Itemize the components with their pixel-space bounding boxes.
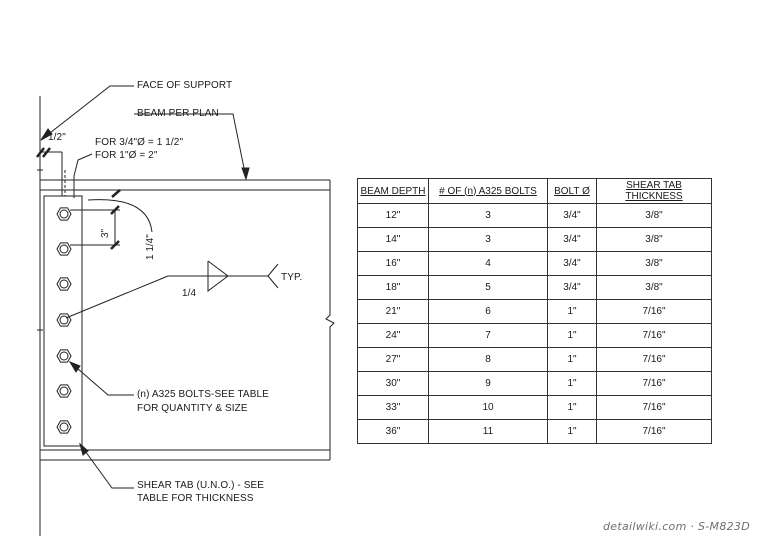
bolt-edge-label-3-4: FOR 3/4"Ø = 1 1/2" <box>95 137 184 148</box>
tab-edge-arc <box>88 200 152 232</box>
shear-tab-note-line-1: SHEAR TAB (U.N.O.) - SEE <box>137 480 265 491</box>
bolt-spacing-label: 3" <box>100 228 111 238</box>
weld-tail <box>268 264 278 288</box>
table-row: 24" 7 1" 7/16" <box>358 324 712 348</box>
table-row: 18" 5 3/4" 3/8" <box>358 276 712 300</box>
bolt <box>57 208 71 220</box>
table-row: 16" 4 3/4" 3/8" <box>358 252 712 276</box>
bolts-note-line-2: FOR QUANTITY & SIZE <box>137 403 248 414</box>
bolt-group <box>57 208 71 433</box>
beam-per-plan-arrow <box>242 168 249 179</box>
header-tab-thickness: SHEAR TAB THICKNESS <box>597 179 712 204</box>
watermark: detailwiki.com · S-M823D <box>603 520 750 533</box>
table-row: 36" 11 1" 7/16" <box>358 420 712 444</box>
bolt <box>57 314 71 326</box>
weld-size-label: 1/4 <box>182 288 197 299</box>
bolt <box>57 243 71 255</box>
header-bolt-count: # OF (n) A325 BOLTS <box>429 179 548 204</box>
table-row: 30" 9 1" 7/16" <box>358 372 712 396</box>
bolt <box>57 385 71 397</box>
bolt <box>57 421 71 433</box>
face-of-support-label: FACE OF SUPPORT <box>137 80 233 91</box>
table-row: 12" 3 3/4" 3/8" <box>358 204 712 228</box>
beam-break-line <box>326 180 334 460</box>
header-bolt-diameter: BOLT Ø <box>548 179 597 204</box>
beam-per-plan-label: BEAM PER PLAN <box>137 108 219 119</box>
tab-edge-label: 1 1/4" <box>145 234 156 260</box>
table-header-row <box>358 179 712 204</box>
table-row: 14" 3 3/4" 3/8" <box>358 228 712 252</box>
tab-edge-tick <box>112 190 120 197</box>
shear-tab-note-line-2: TABLE FOR THICKNESS <box>137 493 254 504</box>
table-row: 27" 8 1" 7/16" <box>358 348 712 372</box>
bolt-edge-leader <box>74 154 92 176</box>
bolts-note-line-1: (n) A325 BOLTS-SEE TABLE <box>137 389 269 400</box>
table-row: 33" 10 1" 7/16" <box>358 396 712 420</box>
bolt-schedule-table <box>357 178 712 444</box>
table-row: 21" 6 1" 7/16" <box>358 300 712 324</box>
header-beam-depth: BEAM DEPTH <box>358 179 429 204</box>
edge-distance-label: 1/2" <box>48 132 66 143</box>
bolts-note-arrow <box>70 362 80 372</box>
bolt <box>57 278 71 290</box>
bolt <box>57 350 71 362</box>
weld-leader <box>66 276 168 318</box>
shear-tab-plate <box>44 196 82 446</box>
bolt-edge-label-1: FOR 1"Ø = 2" <box>95 150 158 161</box>
weld-typ-label: TYP. <box>281 272 303 283</box>
